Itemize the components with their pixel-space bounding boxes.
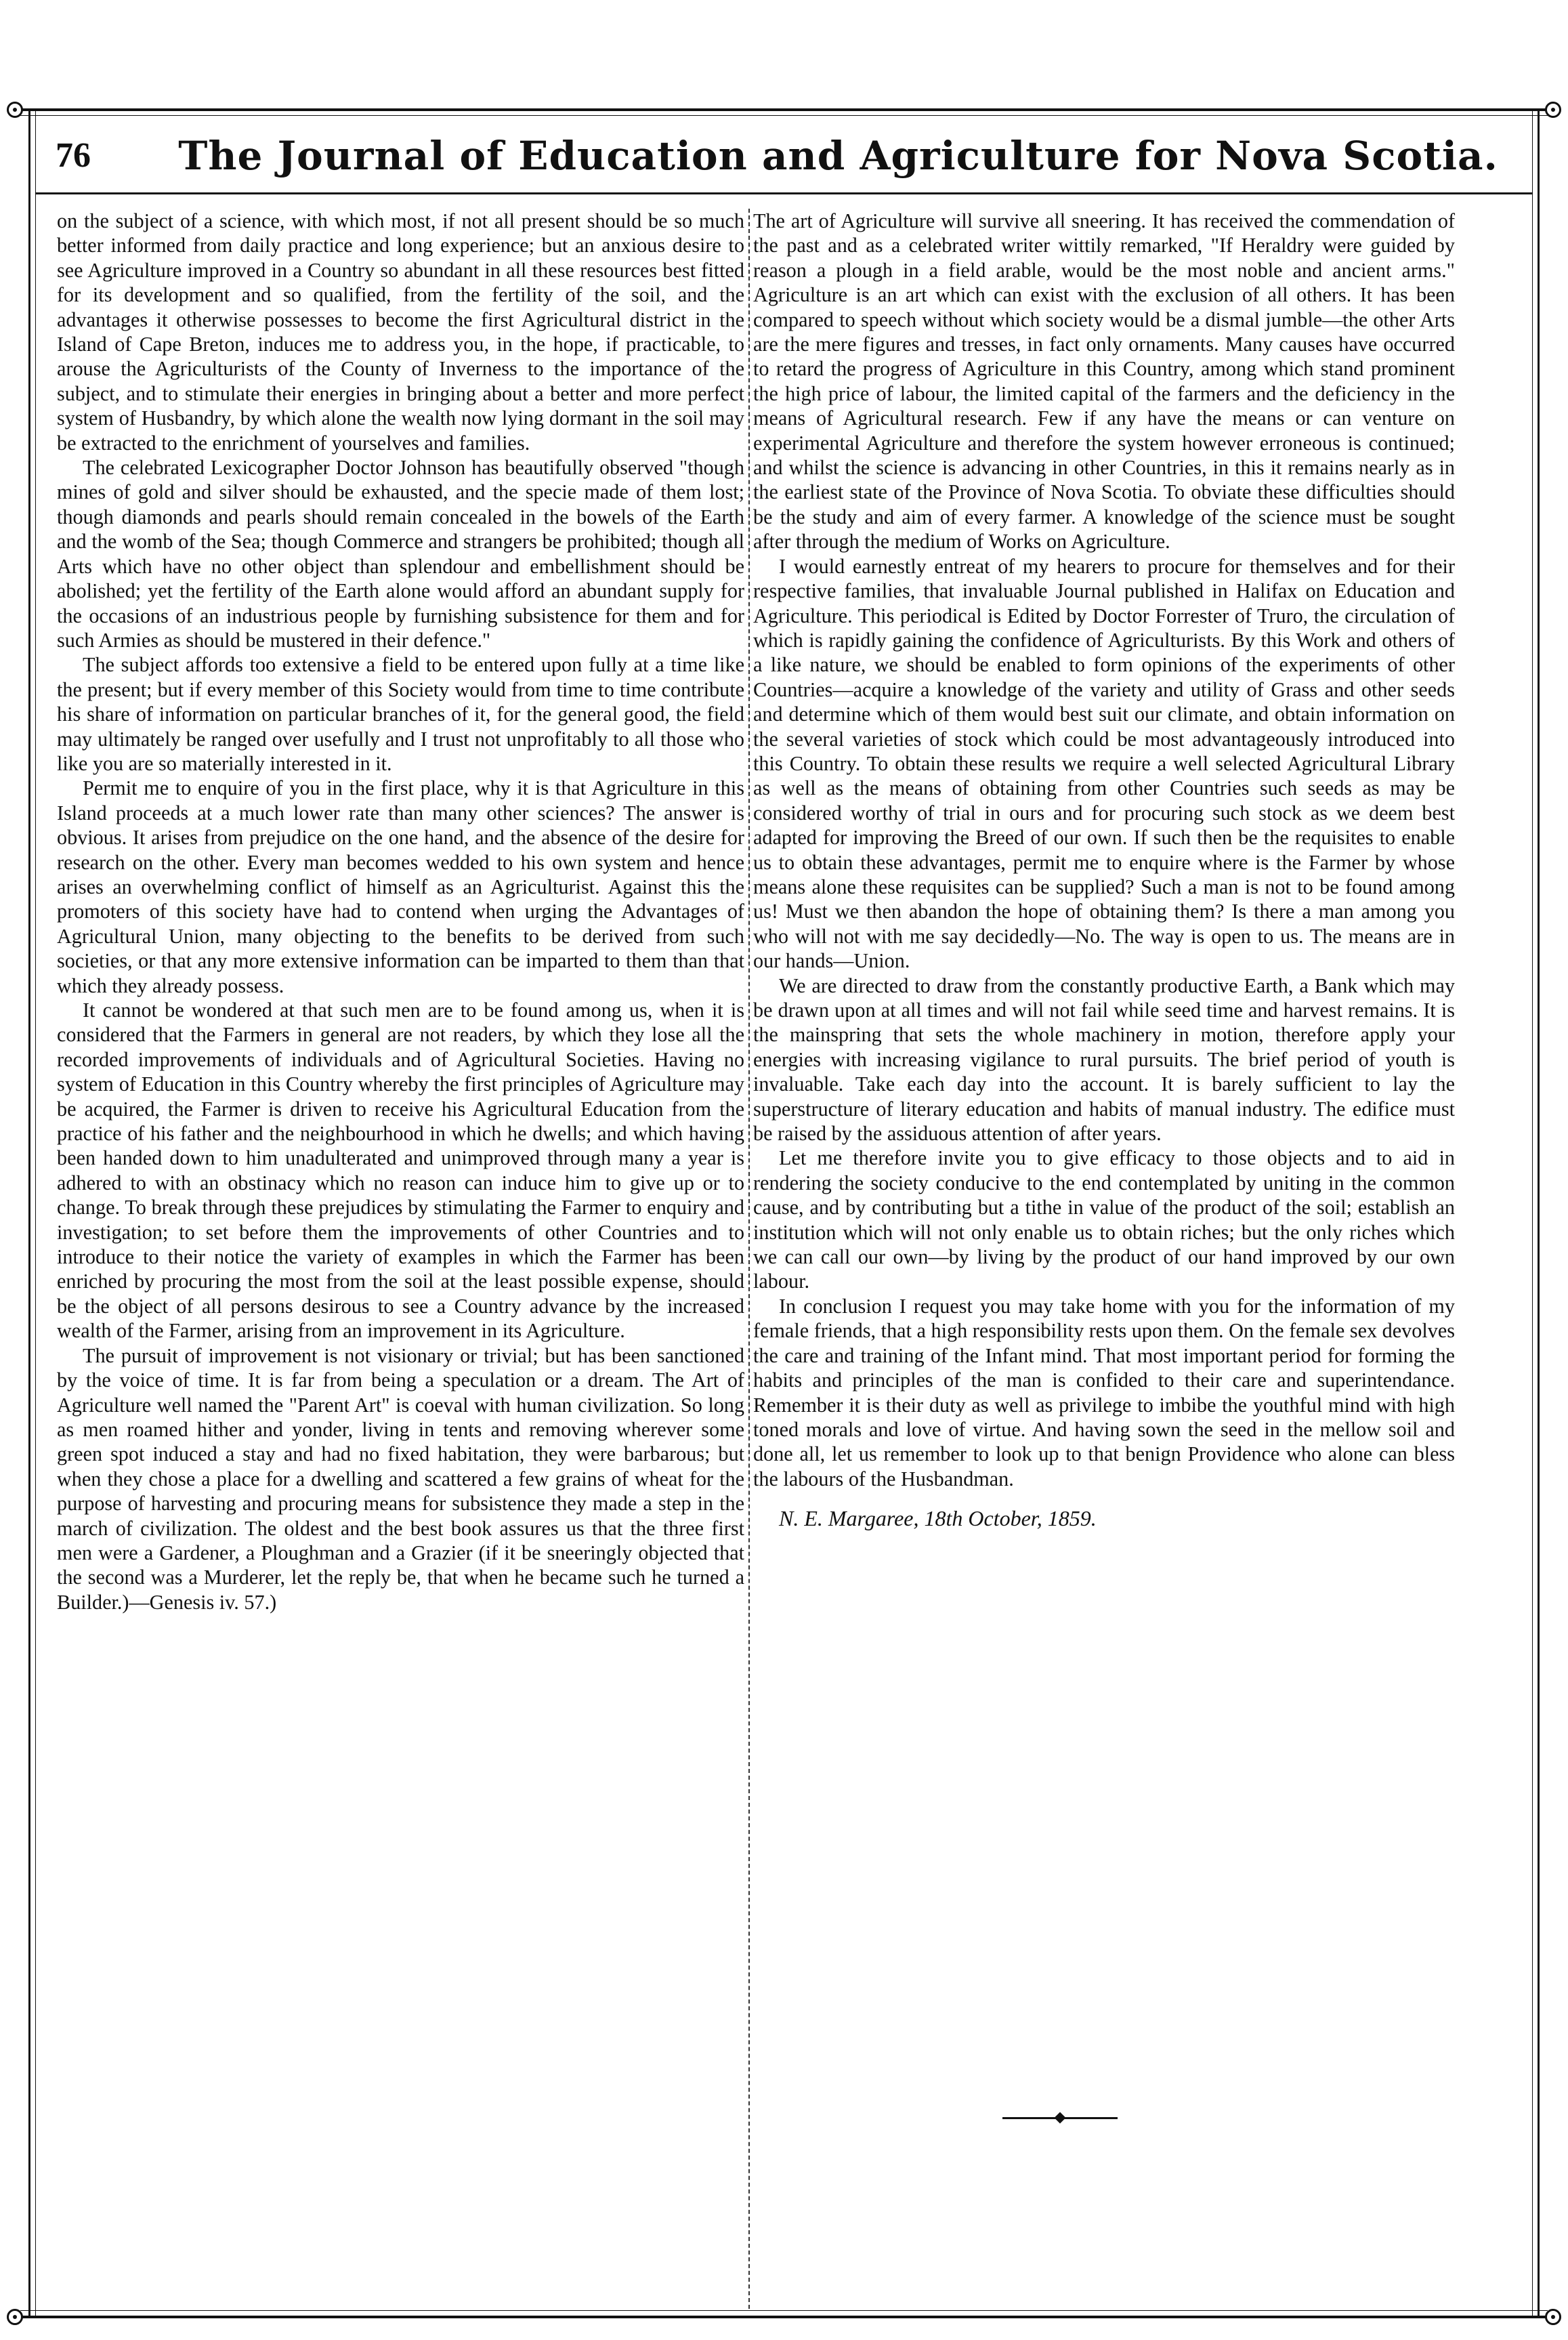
paragraph: The pursuit of improvement is not visionary or trivial; but has been sanctioned by the voice of time. It is far from being a speculation or a dream. The Art of Agriculture well named the "Parent Art" is coeval with human civilization. So long as men roamed hither and yonder, living in tents and removing wherever some green spot induced a stay and had no fixed habitation, they were barbarous; but when they chose a place for a dwelling and scattered a few grains of wheat for the purpose of harvesting and procuring means for subsistence they made a step in the march of civilization. The oldest and the best book assures us that the three first men were a Gardener, a Ploughman and a Grazier (if it be sneeringly objected that the second was a Murderer, let the reply be, that when he became such he turned a Builder.)—Genesis iv. 57.) [57,1343,744,1614]
signature: N. E. Margaree, 18th October, 1859. [779,1506,1097,1531]
page-number: 76 [56,136,91,175]
left-column [57,209,744,1614]
paragraph: It cannot be wondered at that such men are to be found among us, when it is considered that the Farmers in general are not readers, by which they lose all the recorded improvements of individuals and of Agricultural Societies. Having no system of Education in this Country whereby the first principles of Agriculture may be acquired, the Farmer is driven to receive his Agricultural Education from the practice of his father and the neighbourhood in which he dwells; and which having been handed down to him unadulterated and unimproved through many a year is adhered to with an obstinacy which no reason can induce him to give up or to change. To break through these prejudices by stimulating the Farmer to enquiry and investigation; to set before them the improvements of other Countries and to introduce to their notice the variety of examples in which the Farmer has been enriched by procuring the most from the soil at the least possible expense, should be the object of all persons desirous to see a Country advance by the increased wealth of the Farmer, arising from an improvement in its Agriculture. [57,999,744,1343]
column-divider [748,209,750,2309]
right-border [1538,108,1540,2318]
journal-title: The Journal of Education and Agriculture for Nova Scotia. [178,133,1498,179]
paragraph: on the subject of a science, with which most, if not all present should be so much better informed from daily practice and long experience; but an anxious desire to see Agriculture improved in a Country so abundant in all these resources best fitted for its development and so qualified, from the fertility of the soil, and the advantages it otherwise possesses to become the first Agricultural district in the Island of Cape Breton, induces me to address you, in the hope, if practicable, to arouse the Agriculturists of the County of Inverness to the importance of the subject, and to stimulate their energies in bringing about a better and more perfect system of Husbandry, by which alone the wealth now lying dormant in the soil may be extracted to the enrichment of yourselves and families. [57,209,744,455]
paragraph: In conclusion I request you may take home with you for the information of my female friends, that a high responsibility rests upon them. On the female sex devolves the care and training of the Infant mind. That most important period for forming the habits and principles of the man is confided to their care and superintendance. Remember it is their duty as well as privilege to imbibe the youthful mind with high toned morals and love of virtue. And having sown the seed in the mellow soil and done all, let us remember to look up to that benign Providence who alone can bless the labours of the Husbandman. [753,1294,1455,1490]
paragraph: The subject affords too extensive a field to be entered upon fully at a time like the present; but if every member of this Society would from time to time contribute his share of information on particular branches of it, for the general good, the field may ultimately be ranged over usefully and I trust not unprofitably to all those who like you are so materially interested in it. [57,653,744,775]
right-column [753,209,1455,1531]
paragraph: The art of Agriculture will survive all sneering. It has received the commendation of the past and as a celebrated writer wittily remarked, "If Heraldry were guided by reason a plough in a field arable, would be the most noble and ancient arms." Agriculture is an art which can exist with the exclusion of all others. It has been compared to speech without which society would be a dismal jumble—the other Arts are the mere figures and tresses, in fact only ornaments. Many causes have occurred to retard the progress of Agriculture in this Country, among which stand prominent the high price of labour, the limited capital of the farmers and the deficiency in the means of Agricultural research. Few if any have the means or can venture on experimental Agriculture and therefore the system however erroneous is continued; and whilst the science is advancing in other Countries, in this it remains nearly as in the earliest state of the Province of Nova Scotia. To obviate these difficulties should be the study and aim of every farmer. A knowledge of the science must be sought after through the medium of Works on Agriculture. [753,209,1455,553]
paragraph: We are directed to draw from the constantly productive Earth, a Bank which may be drawn upon at all times and will not fail while seed time and harvest remains. It is the mainspring that sets the whole machinery in motion, therefore apply your energies with increasing vigilance to rural pursuits. The brief period of youth is invaluable. Take each day into the account. It is barely sufficient to lay the superstructure of literary education and habits of manual industry. The edifice must be raised by the assiduous attention of after years. [753,974,1455,1146]
paragraph: The celebrated Lexicographer Doctor Johnson has beautifully observed "though mines of gold and silver should be exhausted, and the specie made of them lost; though diamonds and pearls should remain concealed in the bowels of the Earth and the womb of the Sea; though Commerce and strangers be prohibited; though all Arts which have no other object than splendour and embellishment should be abolished; yet the fertility of the Earth alone would afford an abundant supply for the occasions of an industrious people by furnishing subsistence for them and for such Armies as should be mustered in their defence." [57,456,744,652]
left-border-inner [35,108,36,2318]
corner-ornament-bottom-right [1545,2309,1561,2325]
bottom-border-inner [20,2310,1548,2311]
paragraph: I would earnestly entreat of my hearers to procure for themselves and for their respective families, that invaluable Journal published in Halifax on Education and Agriculture. This periodical is Edited by Doctor Forrester of Truro, the circulation of which is rapidly gaining the confidence of Agriculturists. By this Work and others of a like nature, we should be enabled to form opinions of the experiments of other Countries—acquire a knowledge of the variety and utility of Grass and other seeds and determine which of them would best suit our climate, and obtain information on the several varieties of stock which could be most advantageously introduced into this Country. To obtain these results we require a well selected Agricultural Library as well as the means of obtaining from other Countries such seeds as may be considered worthy of trial in ours and for procuring such stock as we deem best adapted for improving the Breed of our own. If such then be the requisites to enable us to obtain these advantages, permit me to enquire where is the Farmer by whose means alone these requisites can be supplied? Such a man is not to be found among us! Must we then abandon the hope of obtaining them? Is there a man among you who will not with me say decidedly—No. The way is open to us. The means are in our hands—Union. [753,554,1455,973]
right-border-inner [1532,108,1533,2318]
corner-ornament-top-left [7,102,23,118]
top-border [20,108,1548,111]
top-border-inner [20,115,1548,116]
paragraph: Permit me to enquire of you in the first place, why it is that Agriculture in this Island proceeds at a much lower rate than many other sciences? The answer is obvious. It arises from prejudice on the one hand, and the absence of the desire for research on the other. Every man becomes wedded to his own system and hence arises an overwhelming conflict of himself as an Agriculturist. Against this the promoters of this society have had to contend when urging the Advantages of Agricultural Union, many objecting to the benefits to be derived from such societies, or that any more extensive information can be imparted to them than that which they already possess. [57,776,744,997]
corner-ornament-top-right [1545,102,1561,118]
page-header [0,129,1568,183]
end-ornament-diamond [1055,2112,1066,2124]
header-rule [35,192,1532,194]
bottom-border [20,2316,1548,2318]
corner-ornament-bottom-left [7,2309,23,2325]
left-border [28,108,30,2318]
paragraph: Let me therefore invite you to give efficacy to those objects and to aid in rendering the society conducive to the end contemplated by uniting in the common cause, and by contributing but a tithe in value of the product of the soil; establish an institution which will not only enable us to obtain riches; but the only riches which we can call our own—by living by the product of our hand improved by our own labour. [753,1146,1455,1293]
